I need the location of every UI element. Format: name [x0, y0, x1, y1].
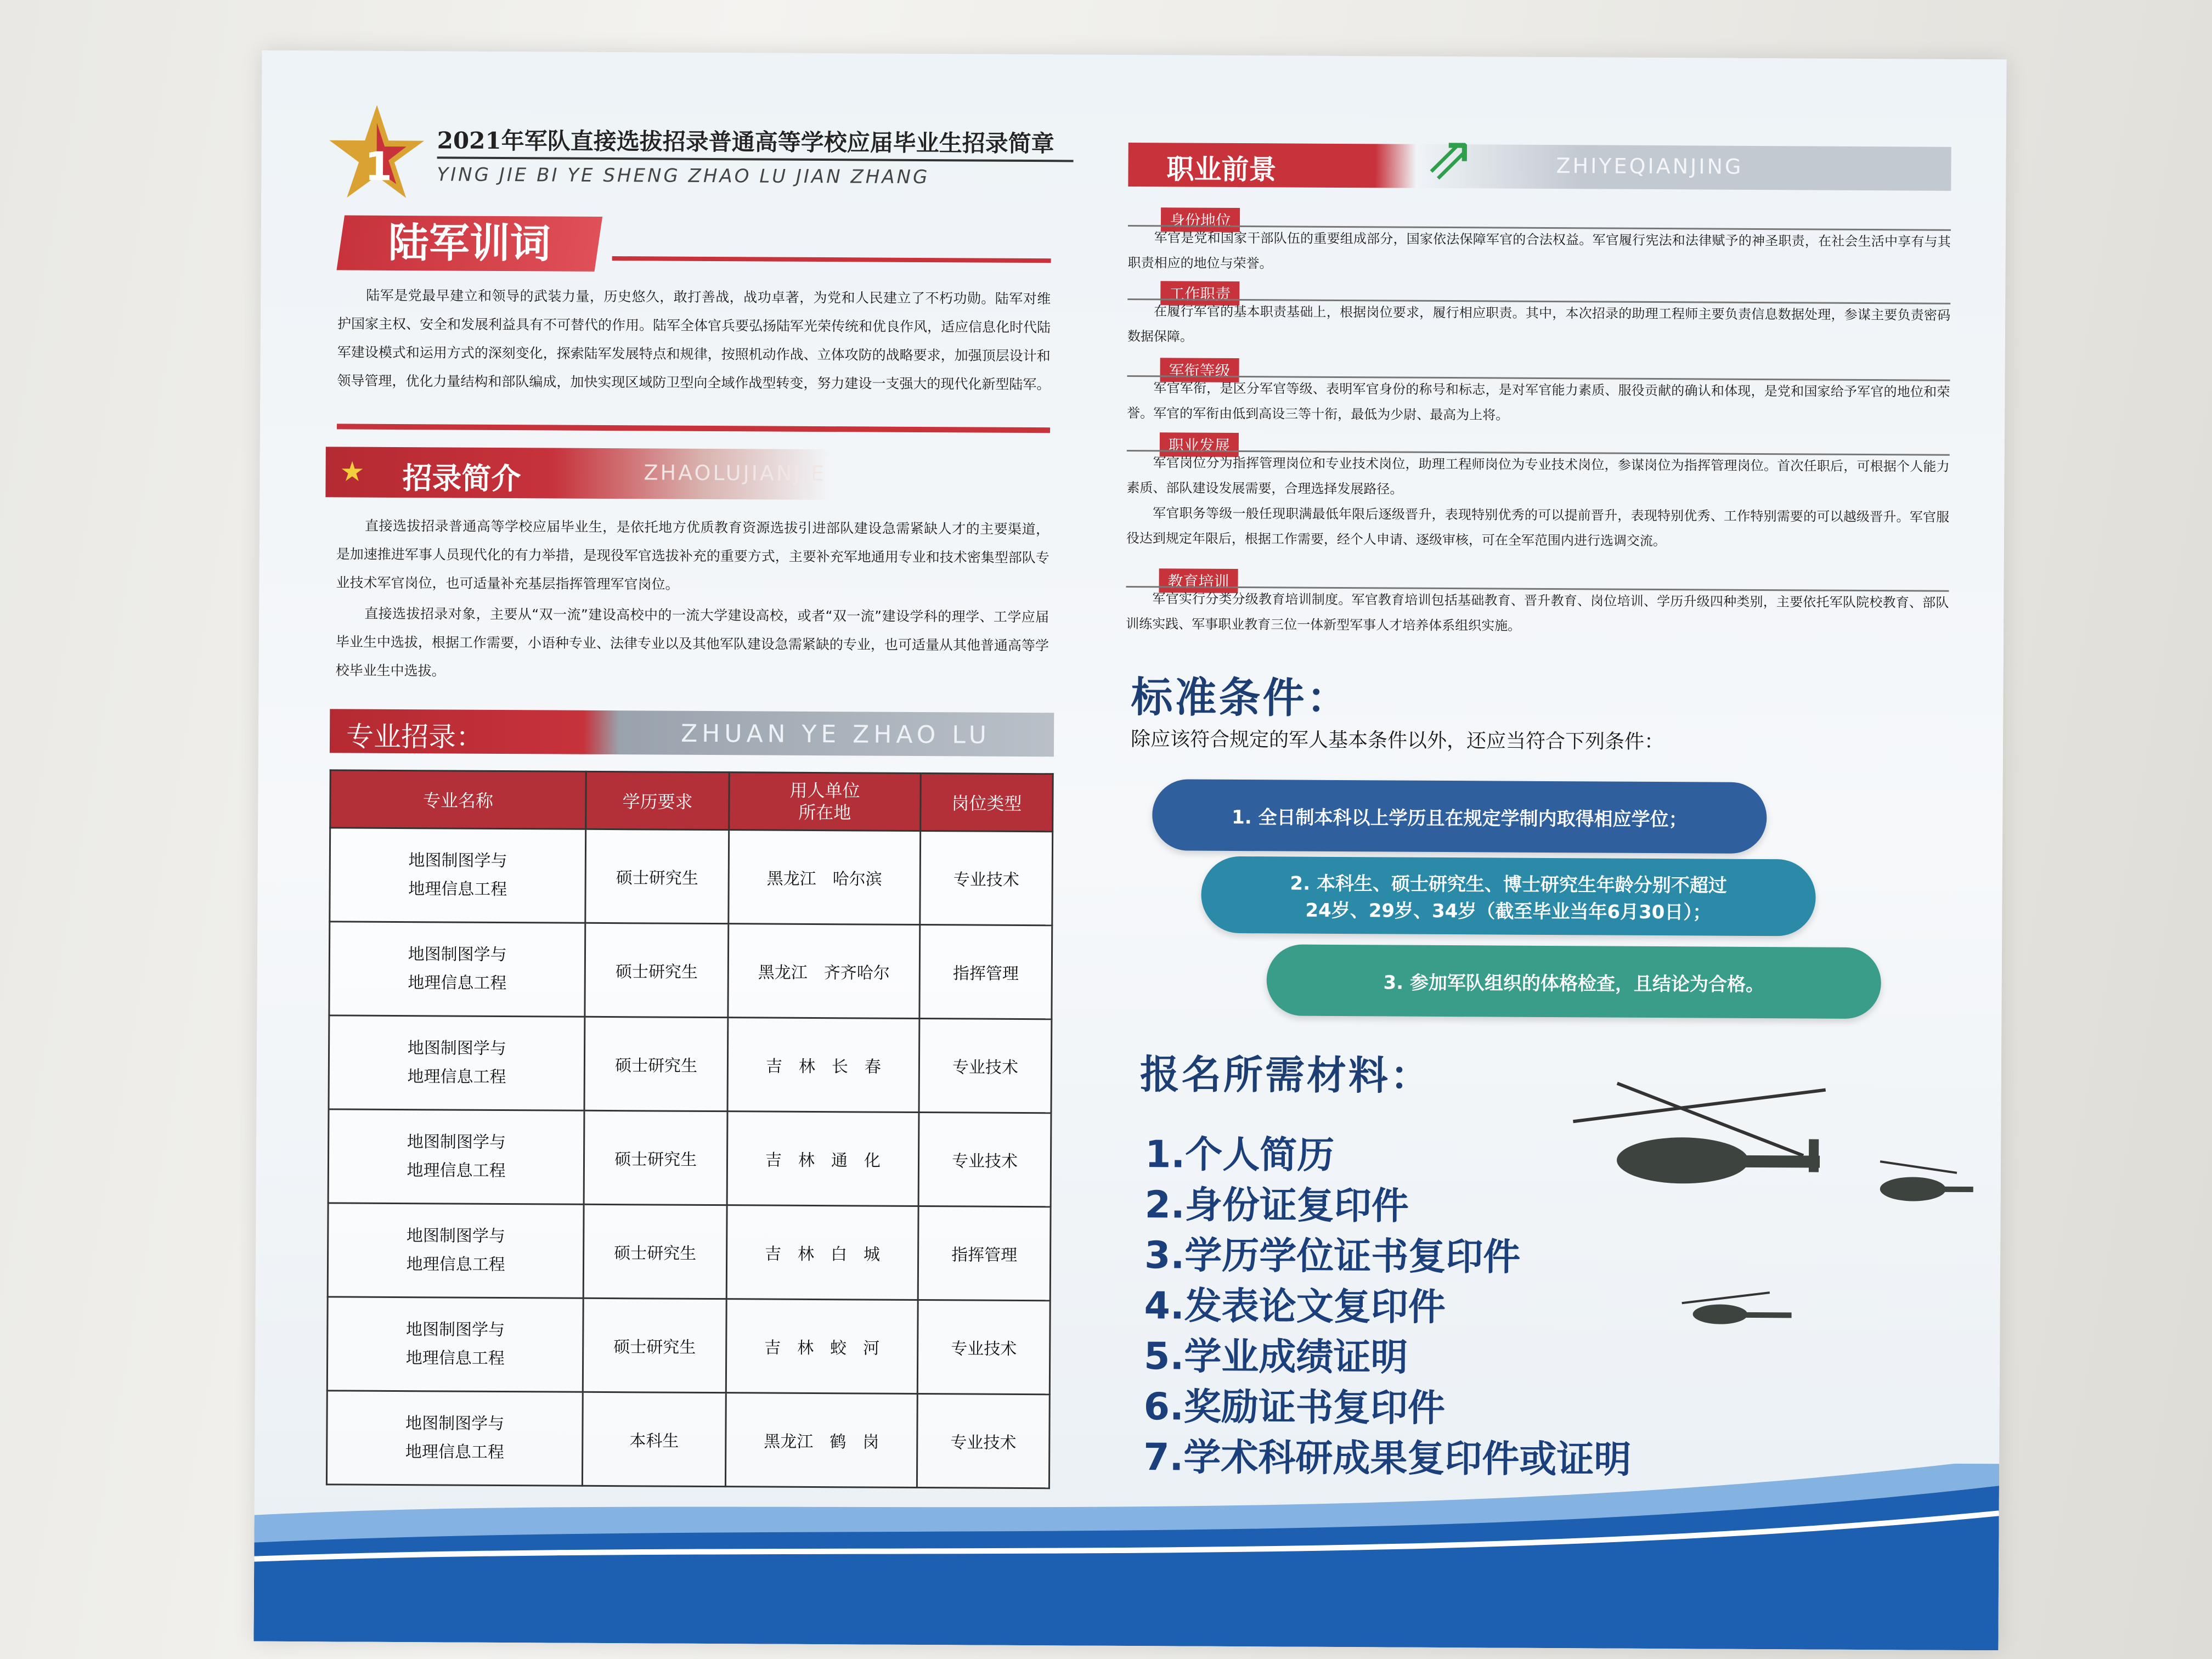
cell-type: 指挥管理	[918, 1206, 1051, 1300]
china-flag-star-icon: ★	[340, 455, 365, 488]
condition-pill-2	[1201, 856, 1816, 936]
cell-type: 专业技术	[917, 1300, 1050, 1394]
career-tag: 教育培训	[1159, 568, 1238, 593]
flyer-subtitle: YING JIE BI YE SHENG ZHAO LU JIAN ZHANG	[437, 163, 930, 189]
cell-type: 专业技术	[917, 1393, 1050, 1488]
helicopter-image	[1539, 1072, 1990, 1414]
condition-pill-1	[1152, 779, 1767, 854]
career-tag: 职业发展	[1160, 432, 1239, 457]
col-location: 用人单位 所在地	[729, 772, 921, 831]
career-text: 在履行军官的基本职责基础上，根据岗位要求，履行相应职责。其中，本次招录的助理工程师主要负责信息数据处理，参谋主要负责密码数据保障。	[1127, 303, 1951, 345]
material-item: 2.身份证复印件	[1144, 1183, 1409, 1228]
cell-major: 地图制图学与 地理信息工程	[327, 1297, 583, 1392]
condition-text: 1. 全日制本科以上学历且在规定学制内取得相应学位；	[1231, 806, 1688, 831]
cell-location: 黑龙江 哈尔滨	[729, 830, 921, 925]
army-motto-heading: 陆军训词	[388, 219, 551, 268]
cell-location: 吉 林 蛟 河	[726, 1299, 918, 1394]
table-row	[328, 1203, 1051, 1301]
bottom-blue-wave	[253, 1455, 1999, 1651]
material-item: 7.学术科研成果复印件或证明	[1143, 1436, 1632, 1482]
condition-text: 3. 参加军队组织的体格检查，且结论为合格。	[1383, 971, 1765, 996]
career-text-2: 军官职务等级一般任现职满最低年限后逐级晋升，表现特别优秀的可以提前晋升，表现特别优秀、工作特别需要的可以越级晋升。军官服役达到规定年限后，根据工作需要，经个人申请、逐级审核，可在全军范围内进行选调交流。	[1126, 505, 1950, 549]
conditions-heading: 标准条件：	[1131, 673, 1351, 723]
cell-location: 黑龙江 鹤 岗	[725, 1393, 917, 1488]
table-row	[328, 1109, 1051, 1207]
cell-location: 黑龙江 齐齐哈尔	[728, 924, 920, 1019]
cell-degree: 硕士研究生	[585, 923, 728, 1017]
cell-major: 地图制图学与 地理信息工程	[329, 922, 585, 1017]
career-english: ZHIYEQIANJING	[1556, 154, 1743, 179]
career-tag: 身份地位	[1161, 207, 1240, 232]
cell-major: 地图制图学与 地理信息工程	[328, 1203, 584, 1298]
cell-degree: 硕士研究生	[584, 1017, 727, 1111]
svg-text:1: 1	[364, 143, 393, 190]
major-heading: 专业招录：	[346, 720, 484, 753]
condition-text-2: 24岁、29岁、34岁（截至毕业当年6月30日）；	[1305, 899, 1712, 924]
career-text: 军官岗位分为指挥管理岗位和专业技术岗位，助理工程师岗位为专业技术岗位，参谋岗位为指挥管理岗位。首次任职后，可根据个人能力素质、部队建设发展需要，合理选择发展路径。	[1126, 455, 1950, 497]
col-degree: 学历要求	[586, 771, 729, 830]
growth-arrows-icon: ⇗	[1424, 122, 1476, 193]
condition-text: 2. 本科生、硕士研究生、博士研究生年龄分别不超过	[1290, 872, 1727, 897]
col-major: 专业名称	[330, 770, 586, 829]
material-item: 6.奖励证书复印件	[1143, 1385, 1446, 1431]
cell-degree: 硕士研究生	[584, 1204, 727, 1299]
conditions-intro: 除应该符合规定的军人基本条件以外，还应当符合下列条件：	[1130, 728, 1664, 754]
cell-type: 指挥管理	[919, 924, 1052, 1019]
career-banner	[1128, 122, 1951, 193]
career-text: 军官是党和国家干部队伍的重要组成部分，国家依法保障军官的合法权益。军官履行宪法和法律赋予的神圣职责，在社会生活中享有与其职责相应的地位与荣誉。	[1127, 230, 1951, 272]
cell-major: 地图制图学与 地理信息工程	[328, 1109, 584, 1204]
intro-heading: 招录简介	[402, 461, 521, 496]
cell-type: 专业技术	[920, 831, 1053, 925]
recruitment-table	[326, 769, 1054, 1489]
flyer-title: 2021年军队直接选拔招录普通高等学校应届毕业生招录简章	[437, 127, 1054, 157]
table-row	[329, 922, 1052, 1019]
cell-degree: 硕士研究生	[585, 829, 729, 923]
cell-location: 吉 林 通 化	[727, 1111, 919, 1206]
motto-bottom-line	[337, 424, 1050, 433]
cell-degree: 本科生	[583, 1392, 726, 1486]
motto-top-line	[612, 256, 1051, 263]
condition-pill-3	[1266, 944, 1881, 1019]
col-type: 岗位类型	[921, 773, 1053, 831]
cell-degree: 硕士研究生	[583, 1298, 726, 1392]
major-english: ZHUAN YE ZHAO LU	[680, 719, 991, 749]
cell-location: 吉 林 白 城	[726, 1205, 918, 1300]
intro-english: ZHAOLUJIANJIE	[644, 460, 826, 486]
material-item: 1.个人简历	[1144, 1133, 1335, 1177]
materials-heading: 报名所需材料：	[1139, 1051, 1432, 1099]
intro-paragraph-2: 直接选拔招录对象，主要从“双一流”建设高校中的一流大学建设高校，或者“双一流”建设学科的理学、工学应届毕业生中选拔，根据工作需要，小语种专业、法律专业以及其他军队建设急需紧缺的专业，也可适量从其他普通高等学校毕业生中选拔。	[335, 605, 1049, 679]
material-item: 4.发表论文复印件	[1144, 1284, 1446, 1330]
army-star-logo	[327, 100, 426, 205]
cell-type: 专业技术	[919, 1018, 1052, 1113]
intro-paragraph-1: 直接选拔招录普通高等学校应届毕业生，是依托地方优质教育资源选拔引进部队建设急需紧缺人才的主要渠道，是加速推进军事人员现代化的有力举措，是现役军官选拔补充的重要方式，主要补充军地通用专业和技术密集型部队专业技术军官岗位，也可适量补充基层指挥管理军官岗位。	[336, 517, 1050, 592]
career-heading: 职业前景	[1166, 153, 1277, 186]
table-row	[329, 1015, 1052, 1113]
recruitment-flyer	[253, 50, 2006, 1651]
career-tag: 工作职责	[1160, 281, 1239, 306]
cell-type: 专业技术	[918, 1112, 1051, 1206]
cell-major: 地图制图学与 地理信息工程	[329, 1015, 585, 1110]
material-item: 3.学历学位证书复印件	[1144, 1234, 1521, 1279]
intro-banner	[325, 447, 830, 500]
career-text: 军官实行分类分级教育培训制度。军官教育培训包括基础教育、晋升教育、岗位培训、学历升级四种类别，主要依托军队院校教育、部队训练实践、军事职业教育三位一体新型军事人才培养体系组织实施。	[1126, 591, 1949, 634]
material-item: 5.学业成绩证明	[1143, 1335, 1408, 1380]
army-motto-banner	[336, 215, 602, 271]
table-row	[327, 1297, 1050, 1395]
major-banner	[330, 709, 1054, 757]
cell-major: 地图制图学与 地理信息工程	[326, 1391, 583, 1486]
cell-major: 地图制图学与 地理信息工程	[330, 828, 586, 923]
career-tag: 军衔等级	[1160, 358, 1239, 382]
army-motto-text: 陆军是党最早建立和领导的武装力量，历史悠久，敢打善战，战功卓著，为党和人民建立了不朽功勋。陆军对维护国家主权、安全和发展利益具有不可替代的作用。陆军全体官兵要弘扬陆军光荣传统和优良作风，适应信息化时代陆军建设模式和运用方式的深刻变化，探索陆军发展特点和规律，按照机动作战、立体攻防的战略要求，加强顶层设计和领导管理，优化力量结构和部队编成，加快实现区域防卫型向全域作战型转变，努力建设一支强大的现代化新型陆军。	[337, 287, 1051, 393]
cell-degree: 硕士研究生	[584, 1110, 727, 1205]
table-header-row	[330, 770, 1053, 832]
table-row	[330, 828, 1053, 926]
cell-location: 吉 林 长 春	[727, 1018, 919, 1113]
career-text: 军官军衔，是区分军官等级、表明军官身份的称号和标志，是对军官能力素质、服役贡献的确认和体现，是党和国家给予军官的地位和荣誉。军官的军衔由低到高设三等十衔，最低为少尉、最高为上将。	[1127, 380, 1950, 423]
